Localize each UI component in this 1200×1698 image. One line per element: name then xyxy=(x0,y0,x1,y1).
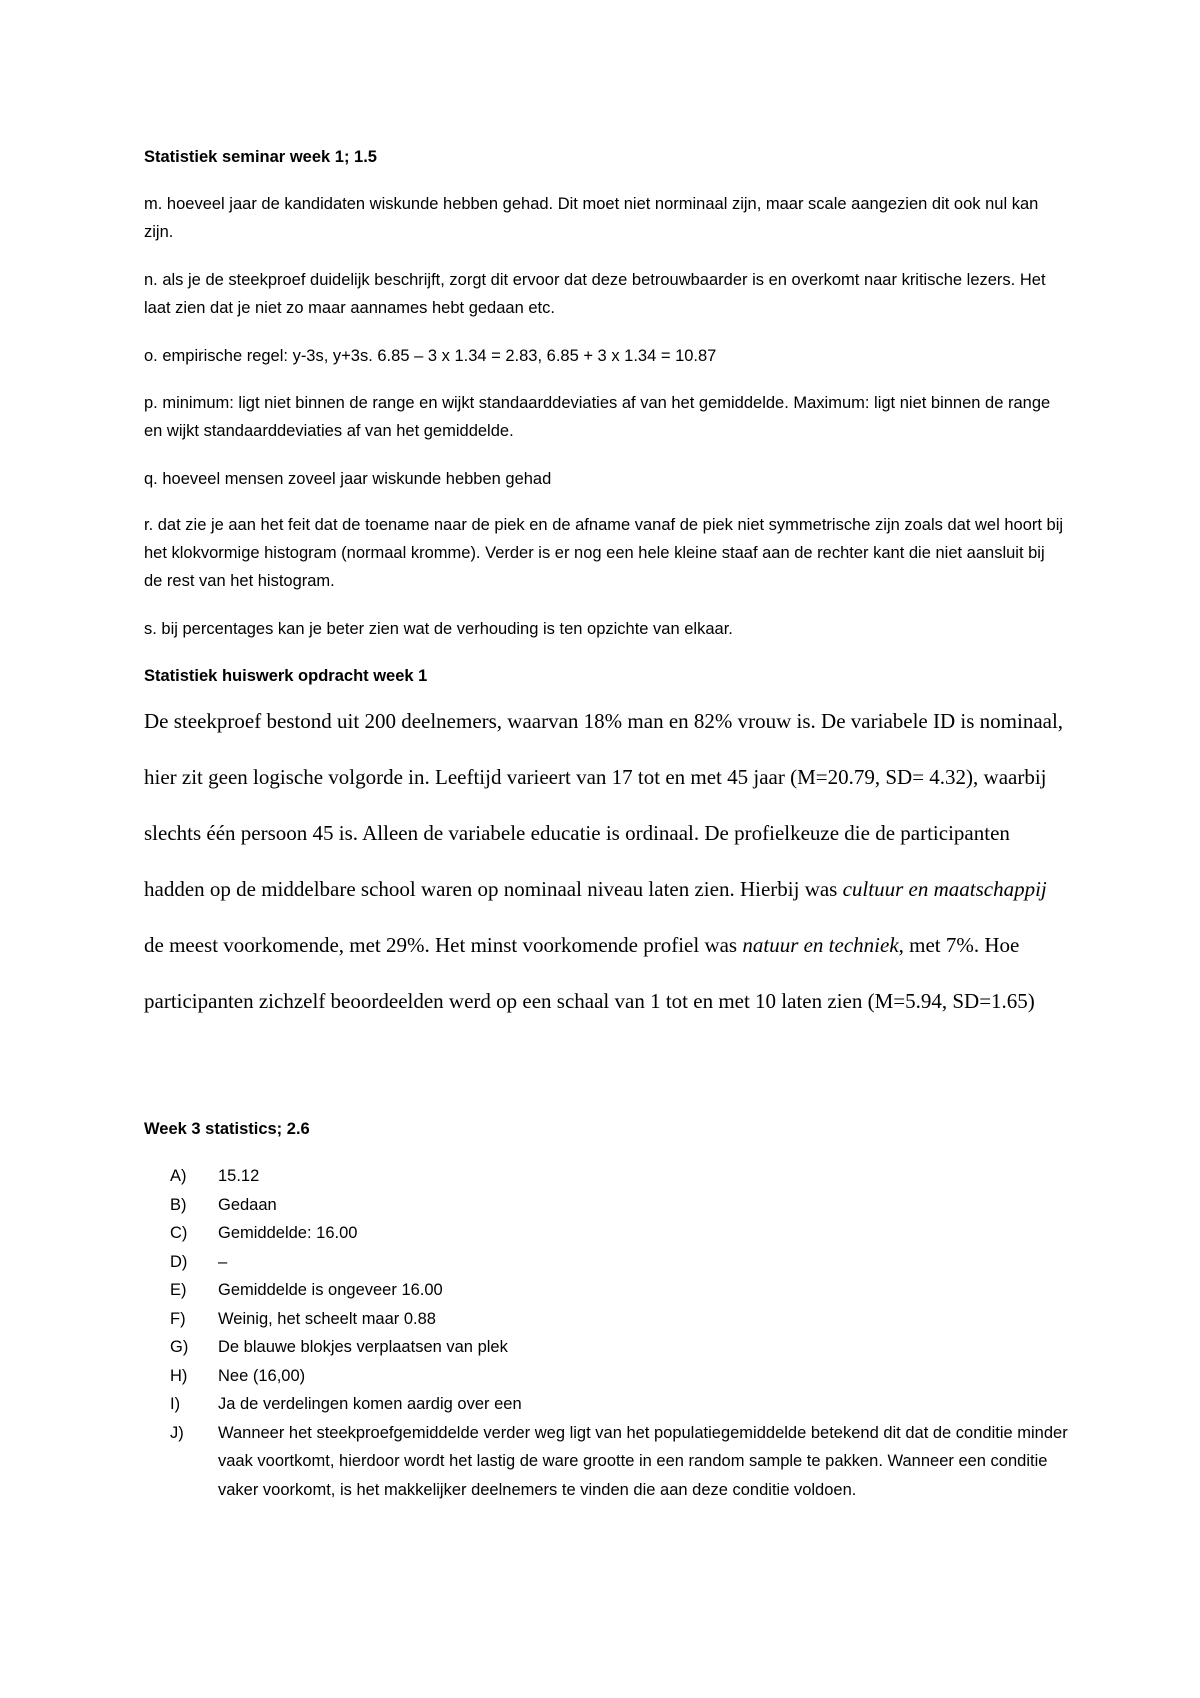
homework-text-1: De steekproef bestond uit 200 deelnemers, waarvan 18% man en 82% vrouw is. De variabele ID is nominaal, hier zit geen logische volgorde in. Leeftijd varieert van 17 tot en met 45 jaar (M=20.79, SD= 4.32), waarbij slechts één persoon 45 is. Alleen de variabele educatie is ordinaal. De profielkeuze die de participanten hadden op de middelbare school waren op nominaal niveau laten zien. Hierbij was xyxy=(144,709,1064,901)
seminar-item-p: p. minimum: ligt niet binnen de range en wijkt standaarddeviaties af van het gemiddelde. Maximum: ligt niet binnen de range en wijkt standaarddeviaties af van het gemiddelde. xyxy=(144,394,1051,440)
answer-item xyxy=(170,1191,1070,1220)
answer-letter: H) xyxy=(170,1366,188,1385)
answer-letter: A) xyxy=(170,1167,187,1185)
answer-item xyxy=(170,1333,1070,1362)
homework-text-3: , met 7%. Hoe participanten zichzelf beoordeelden werd op een schaal van 1 tot en met 10 laten zien (M=5.94, SD=1.65) xyxy=(144,933,1035,1013)
homework-italic-2: natuur en techniek xyxy=(742,933,899,957)
answer-text: Gemiddelde is ongeveer 16.00 xyxy=(218,1281,443,1299)
week3-answer-list xyxy=(170,1162,1070,1504)
answer-item xyxy=(170,1305,1070,1334)
answer-item xyxy=(170,1219,1070,1248)
answer-item xyxy=(170,1248,1070,1277)
homework-title: Statistiek huiswerk opdracht week 1 xyxy=(144,667,428,685)
homework-text-2: de meest voorkomende, met 29%. Het minst voorkomende profiel was xyxy=(144,933,743,957)
answer-letter: J) xyxy=(170,1423,184,1442)
answer-text: – xyxy=(218,1252,228,1271)
answer-letter: D) xyxy=(170,1252,188,1271)
week3-title: Week 3 statistics; 2.6 xyxy=(144,1120,310,1138)
seminar-item-o: o. empirische regel: y-3s, y+3s. 6.85 – 3 x 1.34 = 2.83, 6.85 + 3 x 1.34 = 10.87 xyxy=(144,347,717,365)
answer-text: Gemiddelde: 16.00 xyxy=(218,1224,358,1242)
answer-text: Nee (16,00) xyxy=(218,1366,306,1385)
answer-item xyxy=(170,1276,1070,1305)
homework-paragraph xyxy=(144,693,1064,1029)
answer-text: Wanneer het steekproefgemiddelde verder weg ligt van het populatiegemiddelde betekend dit dat de conditie minder vaak voortkomt, hierdoor wordt het lastig de ware grootte in een random sample te pakken. Wanneer een conditie vaker voorkomt, is het makkelijker deelnemers te vinden die aan deze conditie voldoen. xyxy=(218,1423,1068,1499)
answer-text: 15.12 xyxy=(218,1167,260,1185)
answer-item xyxy=(170,1162,1070,1191)
seminar-title: Statistiek seminar week 1; 1.5 xyxy=(144,148,377,166)
answer-letter: C) xyxy=(170,1224,188,1242)
seminar-item-m: m. hoeveel jaar de kandidaten wiskunde hebben gehad. Dit moet niet norminaal zijn, maar scale aangezien dit ook nul kan zijn. xyxy=(144,195,1039,241)
answer-letter: B) xyxy=(170,1195,187,1214)
answer-letter: G) xyxy=(170,1338,189,1356)
seminar-item-s: s. bij percentages kan je beter zien wat de verhouding is ten opzichte van elkaar. xyxy=(144,620,733,638)
answer-item xyxy=(170,1362,1070,1391)
homework-italic-1: cultuur en maatschappij xyxy=(842,877,1047,901)
answer-item xyxy=(170,1390,1070,1419)
answer-letter: E) xyxy=(170,1281,187,1299)
answer-letter: I) xyxy=(170,1395,181,1413)
answer-item xyxy=(170,1419,1070,1505)
answer-text: De blauwe blokjes verplaatsen van plek xyxy=(218,1338,508,1356)
answer-text: Gedaan xyxy=(218,1195,277,1214)
seminar-item-n: n. als je de steekproef duidelijk beschrijft, zorgt dit ervoor dat deze betrouwbaarder is en overkomt naar kritische lezers. Het laat zien dat je niet zo maar aannames hebt gedaan etc. xyxy=(144,271,1046,317)
seminar-item-r: r. dat zie je aan het feit dat de toename naar de piek en de afname vanaf de piek niet symmetrische zijn zoals dat wel hoort bij het klokvormige histogram (normaal kromme). Verder is er nog een hele kleine staaf aan de rechter kant die niet aansluit bij de rest van het histogram. xyxy=(144,516,1064,590)
answer-letter: F) xyxy=(170,1309,186,1328)
seminar-item-q: q. hoeveel mensen zoveel jaar wiskunde hebben gehad xyxy=(144,470,552,488)
answer-text: Weinig, het scheelt maar 0.88 xyxy=(218,1309,436,1328)
answer-text: Ja de verdelingen komen aardig over een xyxy=(218,1395,522,1413)
